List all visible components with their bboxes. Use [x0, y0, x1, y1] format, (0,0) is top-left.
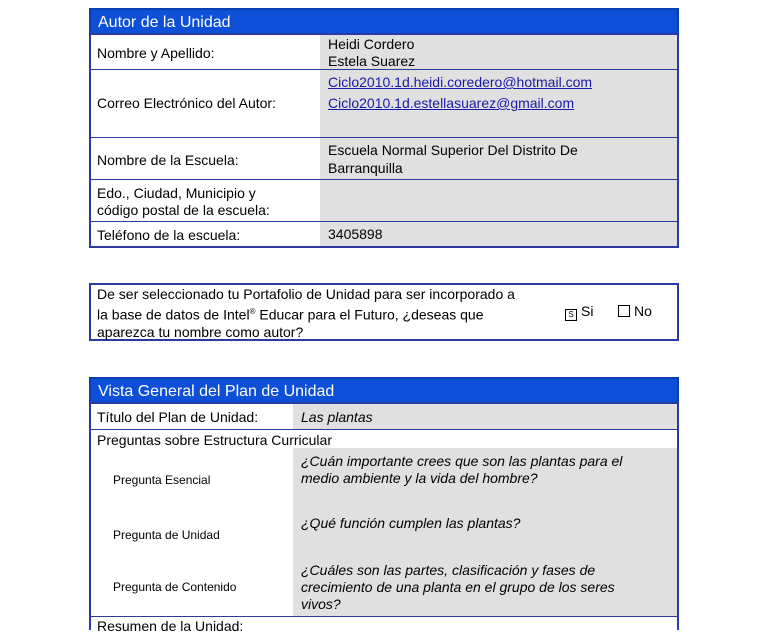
consent-no-option[interactable] [618, 303, 652, 320]
unit-title-label: Título del Plan de Unidad: [97, 409, 259, 425]
unit-summary-row [91, 616, 677, 634]
yes-checkbox[interactable]: S [565, 309, 577, 321]
essential-question-text: ¿Cuán importante crees que son las plantas para el medio ambiente y la vida del hombre? [301, 453, 623, 486]
school-phone-value [320, 222, 677, 246]
no-label: No [634, 303, 652, 319]
consent-yes-option[interactable] [565, 303, 593, 321]
consent-line-3: aparezca tu nombre como autor? [97, 323, 304, 340]
consent-line-1: De ser seleccionado tu Portafolio de Unidad para ser incorporado a [97, 286, 515, 302]
author-name-value [320, 35, 677, 69]
overview-table [89, 402, 679, 634]
school-location-row [91, 179, 677, 221]
unit-title-row [91, 402, 677, 429]
registered-mark: ® [249, 307, 256, 316]
content-question-label: Pregunta de Contenido [113, 580, 237, 594]
author-name-1: Heidi Cordero [328, 36, 415, 52]
school-location-value [320, 180, 677, 221]
author-name-2: Estela Suarez [328, 53, 416, 69]
consent-box [89, 283, 679, 341]
author-table [89, 33, 679, 248]
author-section-title: Autor de la Unidad [98, 14, 231, 31]
school-name-line-2: Barranquilla [328, 160, 403, 176]
curricular-label: Preguntas sobre Estructura Curricular [97, 432, 332, 448]
school-name-label: Nombre de la Escuela: [97, 152, 239, 168]
essential-question-label: Pregunta Esencial [113, 473, 211, 487]
school-name-value [320, 138, 677, 179]
school-phone-row [91, 221, 677, 246]
consent-line-2: la base de datos de Intel® Educar para el Futuro, ¿deseas que [97, 306, 484, 323]
unit-question-text: ¿Qué función cumplen las plantas? [301, 515, 521, 531]
author-email-link-2[interactable]: Ciclo2010.1d.estellasuarez@gmail.com [328, 95, 575, 111]
school-name-row [91, 137, 677, 179]
unit-title-value [293, 404, 677, 429]
author-email-label: Correo Electrónico del Autor: [97, 95, 276, 111]
overview-section-header [89, 377, 679, 402]
school-location-label-2: código postal de la escuela: [97, 202, 270, 218]
overview-section-title: Vista General del Plan de Unidad [98, 383, 335, 400]
author-name-row [91, 33, 677, 69]
unit-summary-label: Resumen de la Unidad: [97, 618, 244, 634]
author-email-link-1[interactable]: Ciclo2010.1d.heidi.coredero@hotmail.com [328, 74, 593, 90]
author-email-row [91, 69, 677, 137]
content-question-text: ¿Cuáles son las partes, clasificación y fases de crecimiento de una planta en el grupo de los seres vivos? [301, 562, 615, 612]
author-name-label: Nombre y Apellido: [97, 45, 215, 61]
author-email-value [320, 70, 677, 137]
yes-label: Si [581, 303, 594, 319]
school-phone-number: 3405898 [328, 226, 383, 242]
curricular-row [91, 429, 677, 448]
author-section-header [89, 8, 679, 33]
school-name-line-1: Escuela Normal Superior Del Distrito De [328, 142, 578, 158]
unit-title-text: Las plantas [301, 409, 373, 425]
school-phone-label: Teléfono de la escuela: [97, 227, 241, 243]
no-checkbox[interactable] [618, 305, 630, 317]
unit-question-label: Pregunta de Unidad [113, 528, 220, 542]
school-location-label-1: Edo., Ciudad, Municipio y [97, 185, 256, 201]
